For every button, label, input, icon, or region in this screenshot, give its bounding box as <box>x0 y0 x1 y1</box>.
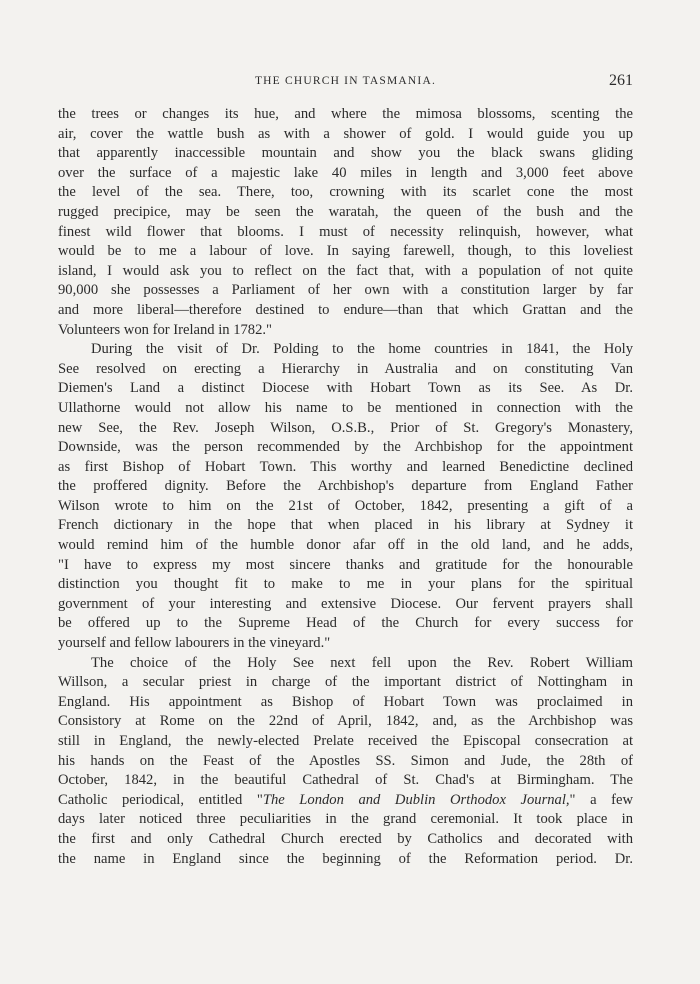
text-line: government of your interesting and extensive Diocese. Our fervent prayers shall <box>58 595 633 612</box>
text-line: "I have to express my most sincere thanks and gratitude for the honourable <box>58 556 633 573</box>
body-text <box>58 105 633 869</box>
running-title: THE CHURCH IN TASMANIA. <box>254 75 437 87</box>
text-line: the name in England since the beginning of the Reformation period. Dr. <box>58 850 633 867</box>
text-line: Downside, was the person recommended by the Archbishop for the appointment <box>58 439 633 456</box>
text-line: yourself and fellow labourers in the vineyard." <box>58 635 331 652</box>
text-line: the proffered dignity. Before the Archbishop's departure from England Father <box>58 478 633 495</box>
paragraph-2 <box>58 340 633 654</box>
text-line: still in England, the newly-elected Prelate received the Episcopal consecration at <box>58 733 633 749</box>
text-line: Volunteers won for Ireland in 1782." <box>58 321 273 338</box>
text-line: distinction you thought fit to make to me in your plans for the spiritual <box>58 576 633 593</box>
text-line: be offered up to the Supreme Head of the Church for every success for <box>58 615 633 632</box>
text-line: 90,000 she possesses a Parliament of her own with a constitution larger by far <box>58 282 633 299</box>
text-line: rugged precipice, may be seen the waratah, the queen of the bush and the <box>58 203 633 220</box>
text-line: October, 1842, in the beautiful Cathedral of St. Chad's at Birmingham. The <box>58 772 633 789</box>
text-line: Consistory at Rome on the 22nd of April, 1842, and, as the Archbishop was <box>58 713 633 730</box>
text-line: The choice of the Holy See next fell upon the Rev. Robert William <box>91 654 633 671</box>
text-line: finest wild flower that blooms. I must of necessity relinquish, however, what <box>58 223 633 240</box>
text-line: See resolved on erecting a Hierarchy in Australia and on constituting Van <box>58 360 633 377</box>
text-line: England. His appointment as Bishop of Hobart Town was proclaimed in <box>58 693 633 710</box>
text-line: would remind him of the humble donor afar off in the old land, and he adds, <box>58 537 633 554</box>
text-line: days later noticed three peculiarities in the grand ceremonial. It took place in <box>58 811 633 828</box>
text-line: his hands on the Feast of the Apostles SS. Simon and Jude, the 28th of <box>58 752 633 769</box>
text-fragment: Catholic periodical, entitled " <box>58 791 263 808</box>
text-line: new See, the Rev. Joseph Wilson, O.S.B., Prior of St. Gregory's Monastery, <box>58 419 633 436</box>
text-line: French dictionary in the hope that when placed in his library at Sydney it <box>58 517 633 534</box>
text-line: that apparently inaccessible mountain and show you the black swans gliding <box>58 145 633 162</box>
text-line: island, I would ask you to reflect on the fact that, with a population of not quite <box>58 262 633 279</box>
text-line: the level of the sea. There, too, crowning with its scarlet cone the most <box>58 184 633 201</box>
text-line-with-italic-title <box>58 791 633 811</box>
text-line: air, cover the wattle bush as with a shower of gold. I would guide you up <box>58 125 633 142</box>
text-line: Ullathorne would not allow his name to be mentioned in connection with the <box>58 399 633 416</box>
text-line: the trees or changes its hue, and where the mimosa blossoms, scenting the <box>58 106 633 122</box>
text-line: Diemen's Land a distinct Diocese with Hobart Town as its See. As Dr. <box>58 380 633 397</box>
text-line: over the surface of a majestic lake 40 miles in length and 3,000 feet above <box>58 164 633 181</box>
text-line: the first and only Cathedral Church erected by Catholics and decorated with <box>58 830 633 847</box>
text-line: Willson, a secular priest in charge of the important district of Nottingham in <box>58 674 633 691</box>
text-line: Wilson wrote to him on the 21st of October, 1842, presenting a gift of a <box>58 497 633 514</box>
text-line: as first Bishop of Hobart Town. This worthy and learned Benedictine declined <box>58 458 633 475</box>
journal-title: The London and Dublin Orthodox Journal, <box>262 791 570 808</box>
paragraph-1 <box>58 105 633 340</box>
running-head <box>58 72 633 92</box>
text-line: would be to me a labour of love. In saying farewell, though, to this loveliest <box>58 243 633 260</box>
text-fragment: " a few <box>569 791 633 808</box>
text-line: and more liberal—therefore destined to endure—than that which Grattan and the <box>58 301 633 318</box>
page-number: 261 <box>609 72 633 89</box>
paragraph-3 <box>58 654 633 870</box>
text-line: During the visit of Dr. Polding to the home countries in 1841, the Holy <box>91 341 633 358</box>
